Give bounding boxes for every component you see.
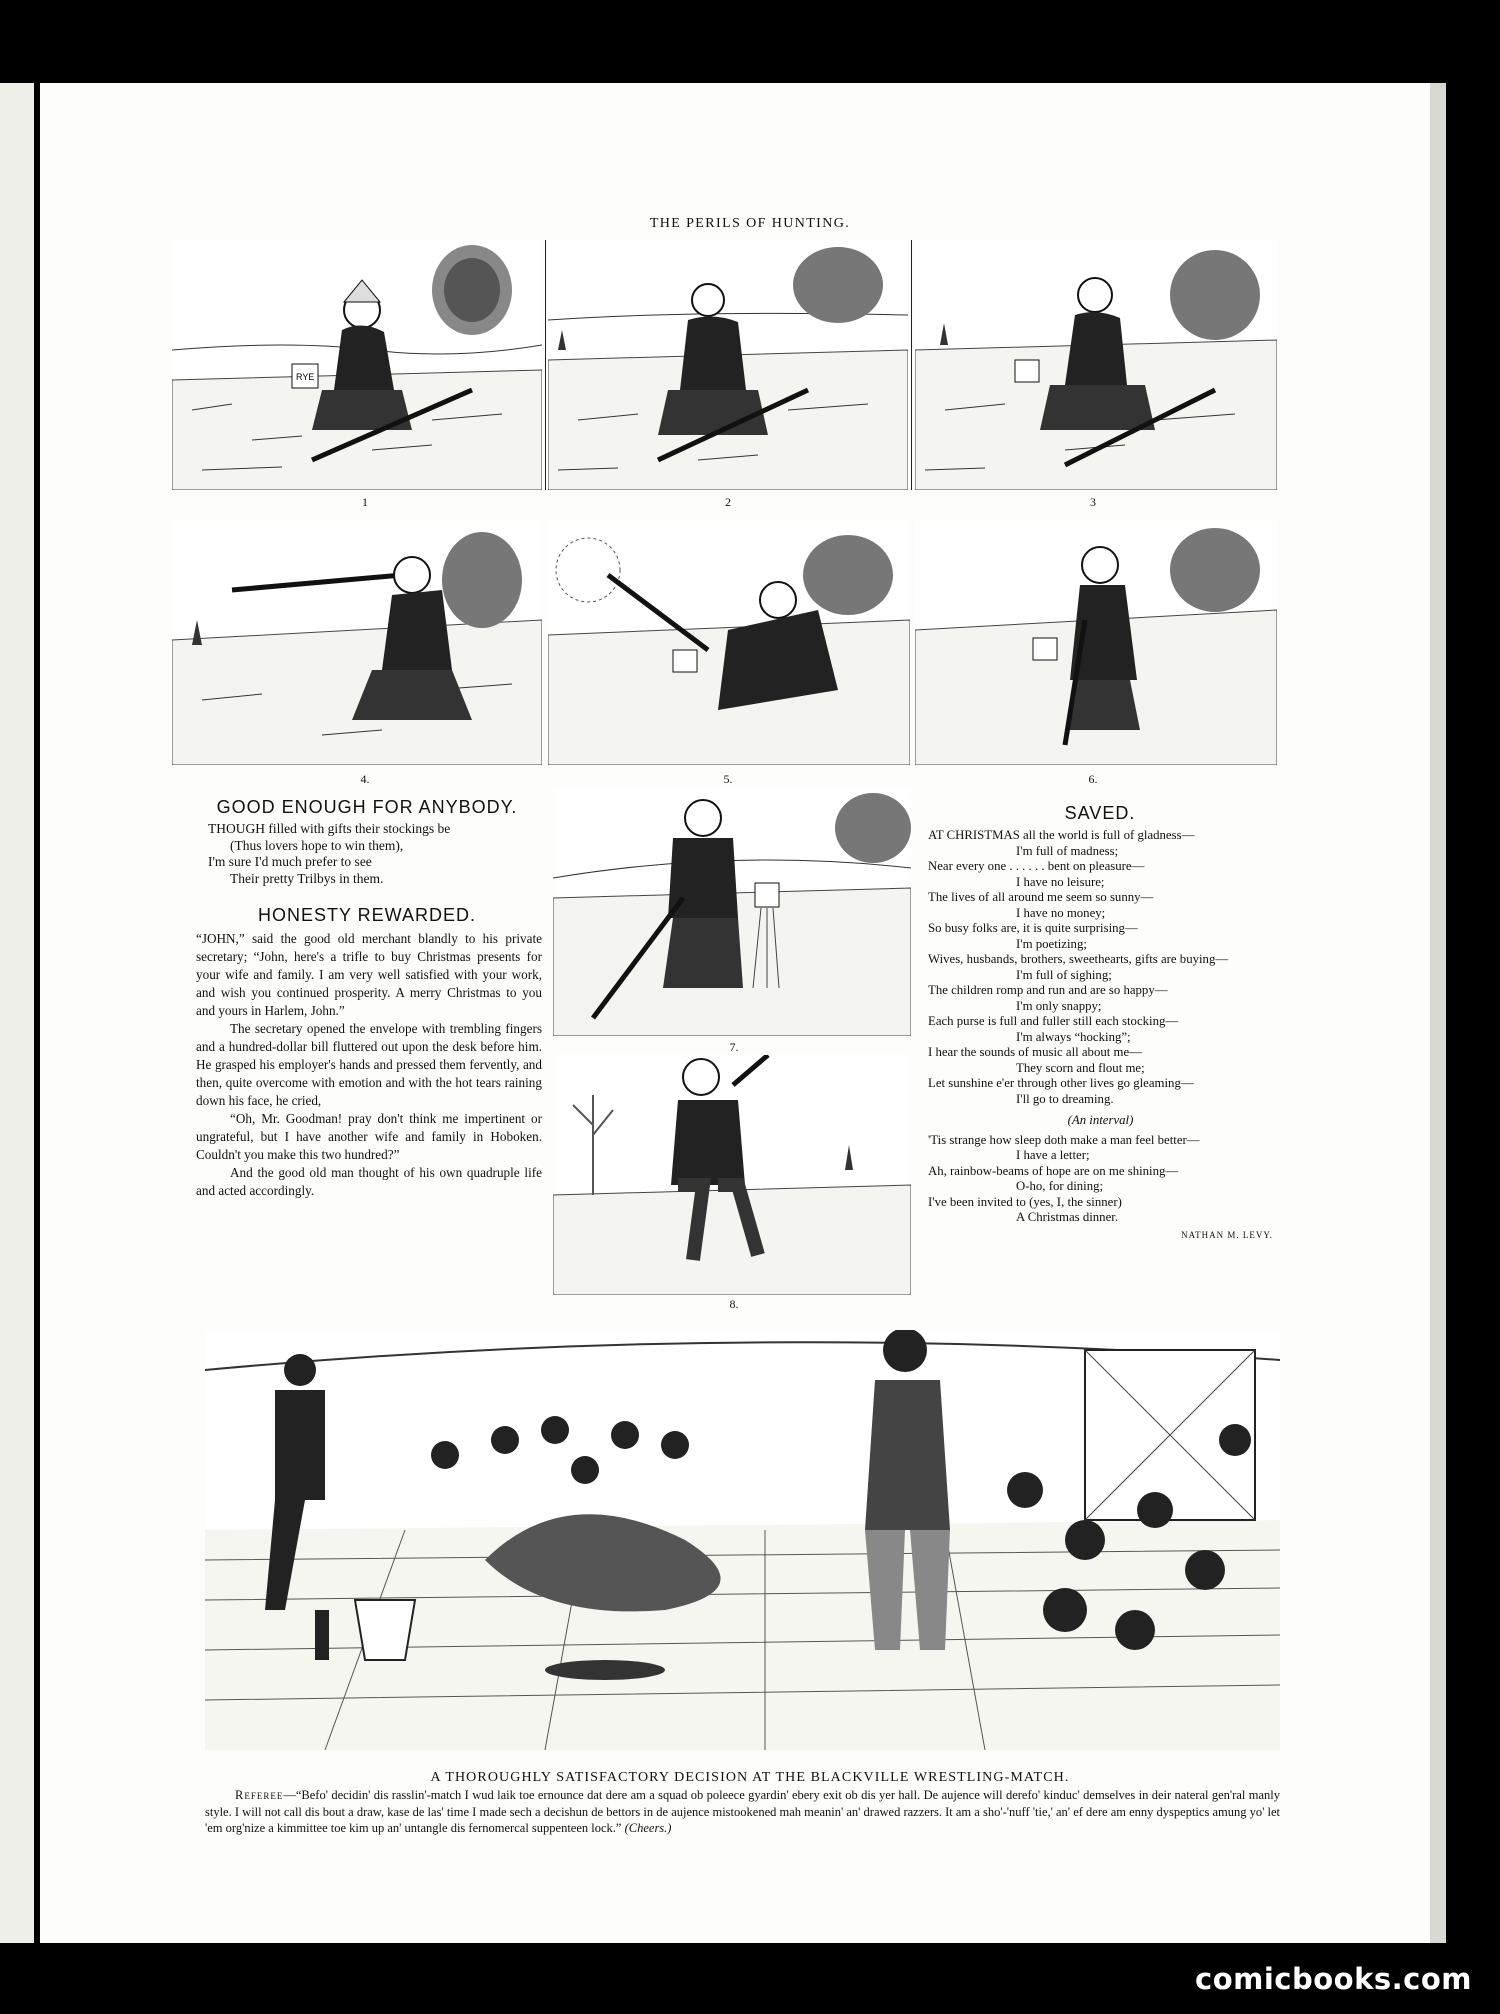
- panel-number: 3: [1090, 495, 1096, 509]
- verse-line: (Thus lovers hope to win them),: [230, 837, 404, 853]
- wrestling-match-cartoon: [205, 1330, 1280, 1750]
- page-edge: [1430, 83, 1446, 1943]
- poem-line: The children romp and run and are so happy—: [928, 983, 1168, 997]
- speech-cheers: (Cheers.): [624, 1821, 672, 1835]
- poem-line: They scorn and flout me;: [1016, 1060, 1145, 1075]
- poem-line: The lives of all around me seem so sunny—: [928, 890, 1154, 904]
- gun-backfire-illustration: [548, 520, 910, 765]
- panel-number: 5.: [723, 772, 733, 786]
- poem-line: I'm full of sighing;: [1016, 967, 1112, 982]
- poem-line: I'll go to dreaming.: [1016, 1091, 1114, 1106]
- poem-line: O-ho, for dining;: [1016, 1179, 1104, 1193]
- comic-panel-8: [553, 1055, 911, 1295]
- panel-number: 1: [362, 495, 368, 509]
- honesty-article: [196, 930, 542, 1200]
- paragraph: And the good old man thought of his own quadruple life and acted accordingly.: [196, 1165, 542, 1198]
- watermark: comicbooks.com: [1195, 1962, 1472, 1996]
- comic-panel-3: [915, 240, 1277, 490]
- poem-line: I'm only snappy;: [1016, 998, 1102, 1013]
- saved-poem: [928, 828, 1273, 1243]
- good-enough-heading: GOOD ENOUGH FOR ANYBODY.: [216, 797, 518, 817]
- panel-divider: [911, 240, 912, 490]
- page-title: THE PERILS OF HUNTING.: [649, 216, 851, 231]
- verse-line: THOUGH filled with gifts their stockings be: [208, 821, 451, 836]
- poem-line: Wives, husbands, brothers, sweethearts, gifts are buying—: [928, 952, 1229, 966]
- cartoon-caption: A THOROUGHLY SATISFACTORY DECISION AT THE BLACKVILLE WRESTLING-MATCH.: [430, 1770, 1070, 1785]
- referee-speech: [205, 1787, 1280, 1837]
- poem-interval: (An interval): [1067, 1113, 1134, 1127]
- paragraph: “JOHN,” said the good old merchant blandly to his private secretary; “John, here's a trifle to buy Christmas presents for your wife and family. I am very well satisfied with your work, and wish you continued prosperity. A merry Christmas to you and yours in Harlem, John.”: [196, 931, 542, 1018]
- paragraph: “Oh, Mr. Goodman! pray don't think me impertinent or ungrateful, but I have another wife and family in Hoboken. Couldn't you make this two hundred?”: [196, 1111, 542, 1162]
- panel-divider: [545, 240, 546, 490]
- hunter-resting-illustration: [915, 240, 1277, 490]
- poem-line: I've been invited to (yes, I, the sinner): [928, 1194, 1122, 1209]
- comic-panel-2: [548, 240, 908, 490]
- verse-line: I'm sure I'd much prefer to see: [208, 854, 372, 869]
- poem-line: 'Tis strange how sleep doth make a man feel better—: [928, 1132, 1200, 1147]
- poem-line: I have no money;: [1016, 905, 1106, 920]
- comic-panel-7: [553, 788, 911, 1036]
- poem-author: NATHAN M. LEVY.: [1181, 1229, 1273, 1240]
- speaker-name: Referee: [235, 1788, 284, 1802]
- comic-panel-1: [172, 240, 542, 490]
- comic-panel-5: [548, 520, 910, 765]
- good-enough-verse: [208, 821, 548, 887]
- poem-line: AT CHRISTMAS all the world is full of gladness—: [928, 828, 1195, 842]
- honesty-heading: HONESTY REWARDED.: [257, 905, 477, 925]
- panel-number: 8.: [729, 1297, 739, 1311]
- paragraph: The secretary opened the envelope with trembling fingers and a hundred-dollar bill fluttered out upon the desk before him. He grasped his employer's hands and pressed them fervently, and then, quite overcome with emotion and with the hot tears raining down his face, he cried,: [196, 1021, 542, 1108]
- poem-line: I'm always “hocking”;: [1016, 1029, 1131, 1044]
- comic-panel-6: [915, 520, 1277, 765]
- poem-line: Near every one . . . . . . bent on pleasure—: [928, 859, 1145, 873]
- panel-number: 2: [725, 495, 731, 509]
- verse-line: Their pretty Trilbys in them.: [230, 870, 384, 886]
- comic-panel-4: [172, 520, 542, 765]
- hunter-pouring-illustration: [553, 788, 911, 1036]
- poem-line: I hear the sounds of music all about me—: [928, 1045, 1142, 1059]
- panel-number: 6.: [1088, 772, 1098, 786]
- poem-line: I'm poetizing;: [1016, 936, 1087, 951]
- hunter-aiming-bottle-illustration: [172, 520, 542, 765]
- wrestling-crowd-illustration: [205, 1330, 1280, 1750]
- panel-number: 7.: [729, 1040, 739, 1054]
- hunter-drinking-illustration: [548, 240, 908, 490]
- binding-strip: [0, 83, 34, 1943]
- poem-line: So busy folks are, it is quite surprising—: [928, 921, 1138, 935]
- poem-line: Ah, rainbow-beams of hope are on me shining—: [928, 1163, 1179, 1178]
- poem-line: I have no leisure;: [1016, 874, 1105, 889]
- hunter-sitting-drinking-illustration: [172, 240, 542, 490]
- bottle-label: RYE: [296, 372, 315, 382]
- poem-line: Each purse is full and fuller still each stocking—: [928, 1014, 1179, 1028]
- saved-heading: SAVED.: [1064, 803, 1136, 823]
- hunter-walking-away-illustration: [553, 1055, 911, 1295]
- poem-line: A Christmas dinner.: [1016, 1210, 1119, 1224]
- panel-number: 4.: [360, 772, 370, 786]
- poem-line: I'm full of madness;: [1016, 843, 1119, 858]
- poem-line: I have a letter;: [1016, 1148, 1090, 1162]
- dazed-hunter-illustration: [915, 520, 1277, 765]
- speech-text: —“Befo' decidin' dis rasslin'-match I wud laik toe ernounce dat dere am a squad ob poleece gyardin' ebery exit ob dis yer hall. De aujence will derefo' kinduc' demselves in deir nateral gen'ral manly style. I will not call dis bout a draw, kase de las' time I made sech a decishun de bettors in de aujence mistookened mah meanin' an' drawed razzers. It am a sho'-'nuff 'tie,' an' ef dere am enny dyspeptics amung yo' let 'em org'nize a kimmittee toe kim up an' untangle dis fernomercal suppenteen lock.”: [205, 1788, 1280, 1835]
- poem-line: Let sunshine e'er through other lives go gleaming—: [928, 1076, 1194, 1090]
